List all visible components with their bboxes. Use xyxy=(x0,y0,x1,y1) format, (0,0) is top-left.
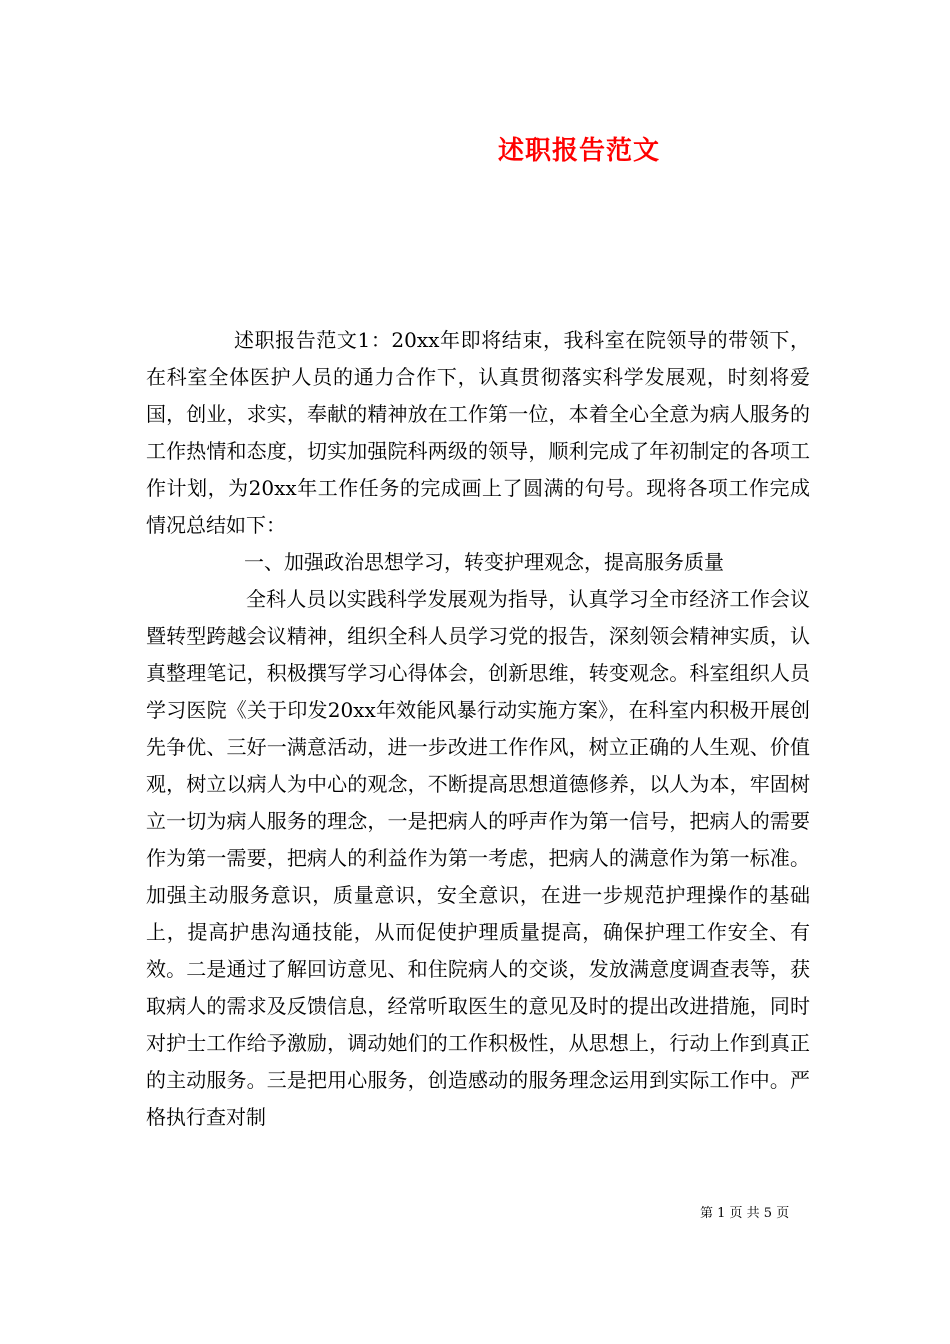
page-number-footer: 第 1 页 共 5 页 xyxy=(700,1206,790,1221)
document-body xyxy=(146,322,810,1136)
section-heading: 一、加强政治思想学习，转变护理观念，提高服务质量 xyxy=(244,550,724,574)
document-title: 述职报告范文 xyxy=(497,136,660,166)
intro-paragraph: 述职报告范文1：20xx年即将结束，我科室在院领导的带领下，在科室全体医护人员的通力合作下，认真贯彻落实科学发展观，时刻将爱国，创业，求实，奉献的精神放在工作第一位，本着全心全意为病人服务的工作热情和态度，切实加强院科两级的领导，顺利完成了年初制定的各项工作计划，为20xx年工作任务的完成画上了圆满的句号。现将各项工作完成情况总结如下： xyxy=(146,328,810,537)
section-body-paragraph: 全科人员以实践科学发展观为指导，认真学习全市经济工作会议暨转型跨越会议精神，组织全科人员学习党的报告，深刻领会精神实质，认真整理笔记，积极撰写学习心得体会，创新思维，转变观念。科室组织人员学习医院《关于印发20xx年效能风暴行动实施方案》，在科室内积极开展创先争优、三好一满意活动，进一步改进工作作风，树立正确的人生观、价值观，树立以病人为中心的观念，不断提高思想道德修养，以人为本，牢固树立一切为病人服务的理念，一是把病人的呼声作为第一信号，把病人的需要作为第一需要，把病人的利益作为第一考虑，把病人的满意作为第一标准。加强主动服务意识，质量意识，安全意识，在进一步规范护理操作的基础上，提高护患沟通技能，从而促使护理质量提高，确保护理工作安全、有效。二是通过了解回访意见、和住院病人的交谈，发放满意度调查表等，获取病人的需求及反馈信息，经常听取医生的意见及时的提出改进措施，同时对护士工作给予激励，调动她们的工作积极性，从思想上，行动上作到真正的主动服务。三是把用心服务，创造感动的服务理念运用到实际工作中。严格执行查对制 xyxy=(146,587,810,1129)
